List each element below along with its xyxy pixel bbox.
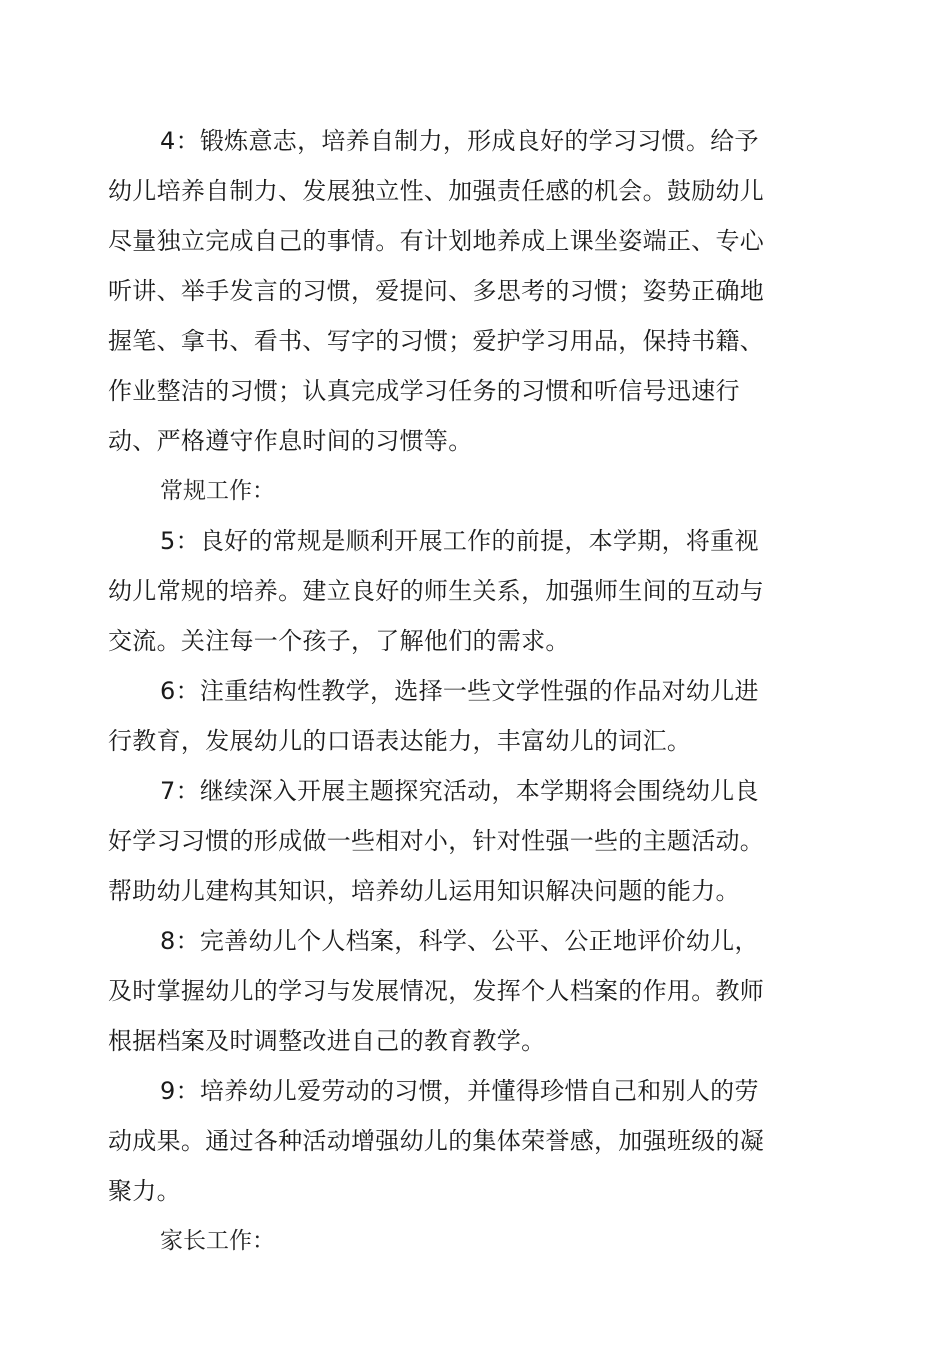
paragraph-routine: 5：良好的常规是顺利开展工作的前提，本学期，将重视幼儿常规的培养。建立良好的师生关系，加强师生间的互动与交流。关注每一个孩子，了解他们的需求。 (108, 527, 765, 655)
paragraph-labor-habits: 9：培养幼儿爱劳动的习惯，并懂得珍惜自己和别人的劳动成果。通过各种活动增强幼儿的集体荣誉感，加强班级的凝聚力。 (108, 1077, 765, 1205)
document-body (108, 116, 778, 1266)
paragraph-habits: 4：锻炼意志，培养自制力，形成良好的学习习惯。给予幼儿培养自制力、发展独立性、加强责任感的机会。鼓励幼儿尽量独立完成自己的事情。有计划地养成上课坐姿端正、专心听讲、举手发言的习惯，爱提问、多思考的习惯；姿势正确地握笔、拿书、看书、写字的习惯；爱护学习用品，保持书籍、作业整洁的习惯；认真完成学习任务的习惯和听信号迅速行动、严格遵守作息时间的习惯等。 (108, 127, 765, 455)
paragraph-structured-teaching: 6：注重结构性教学，选择一些文学性强的作品对幼儿进行教育，发展幼儿的口语表达能力，丰富幼儿的词汇。 (108, 677, 759, 755)
paragraph-theme-activities: 7：继续深入开展主题探究活动，本学期将会围绕幼儿良好学习习惯的形成做一些相对小，针对性强一些的主题活动。帮助幼儿建构其知识，培养幼儿运用知识解决问题的能力。 (108, 777, 765, 905)
paragraph-personal-files: 8：完善幼儿个人档案，科学、公平、公正地评价幼儿，及时掌握幼儿的学习与发展情况，发挥个人档案的作用。教师根据档案及时调整改进自己的教育教学。 (108, 927, 765, 1055)
section-heading-parent-work: 家长工作： (160, 1228, 275, 1254)
section-heading-routine-work: 常规工作： (160, 478, 275, 504)
